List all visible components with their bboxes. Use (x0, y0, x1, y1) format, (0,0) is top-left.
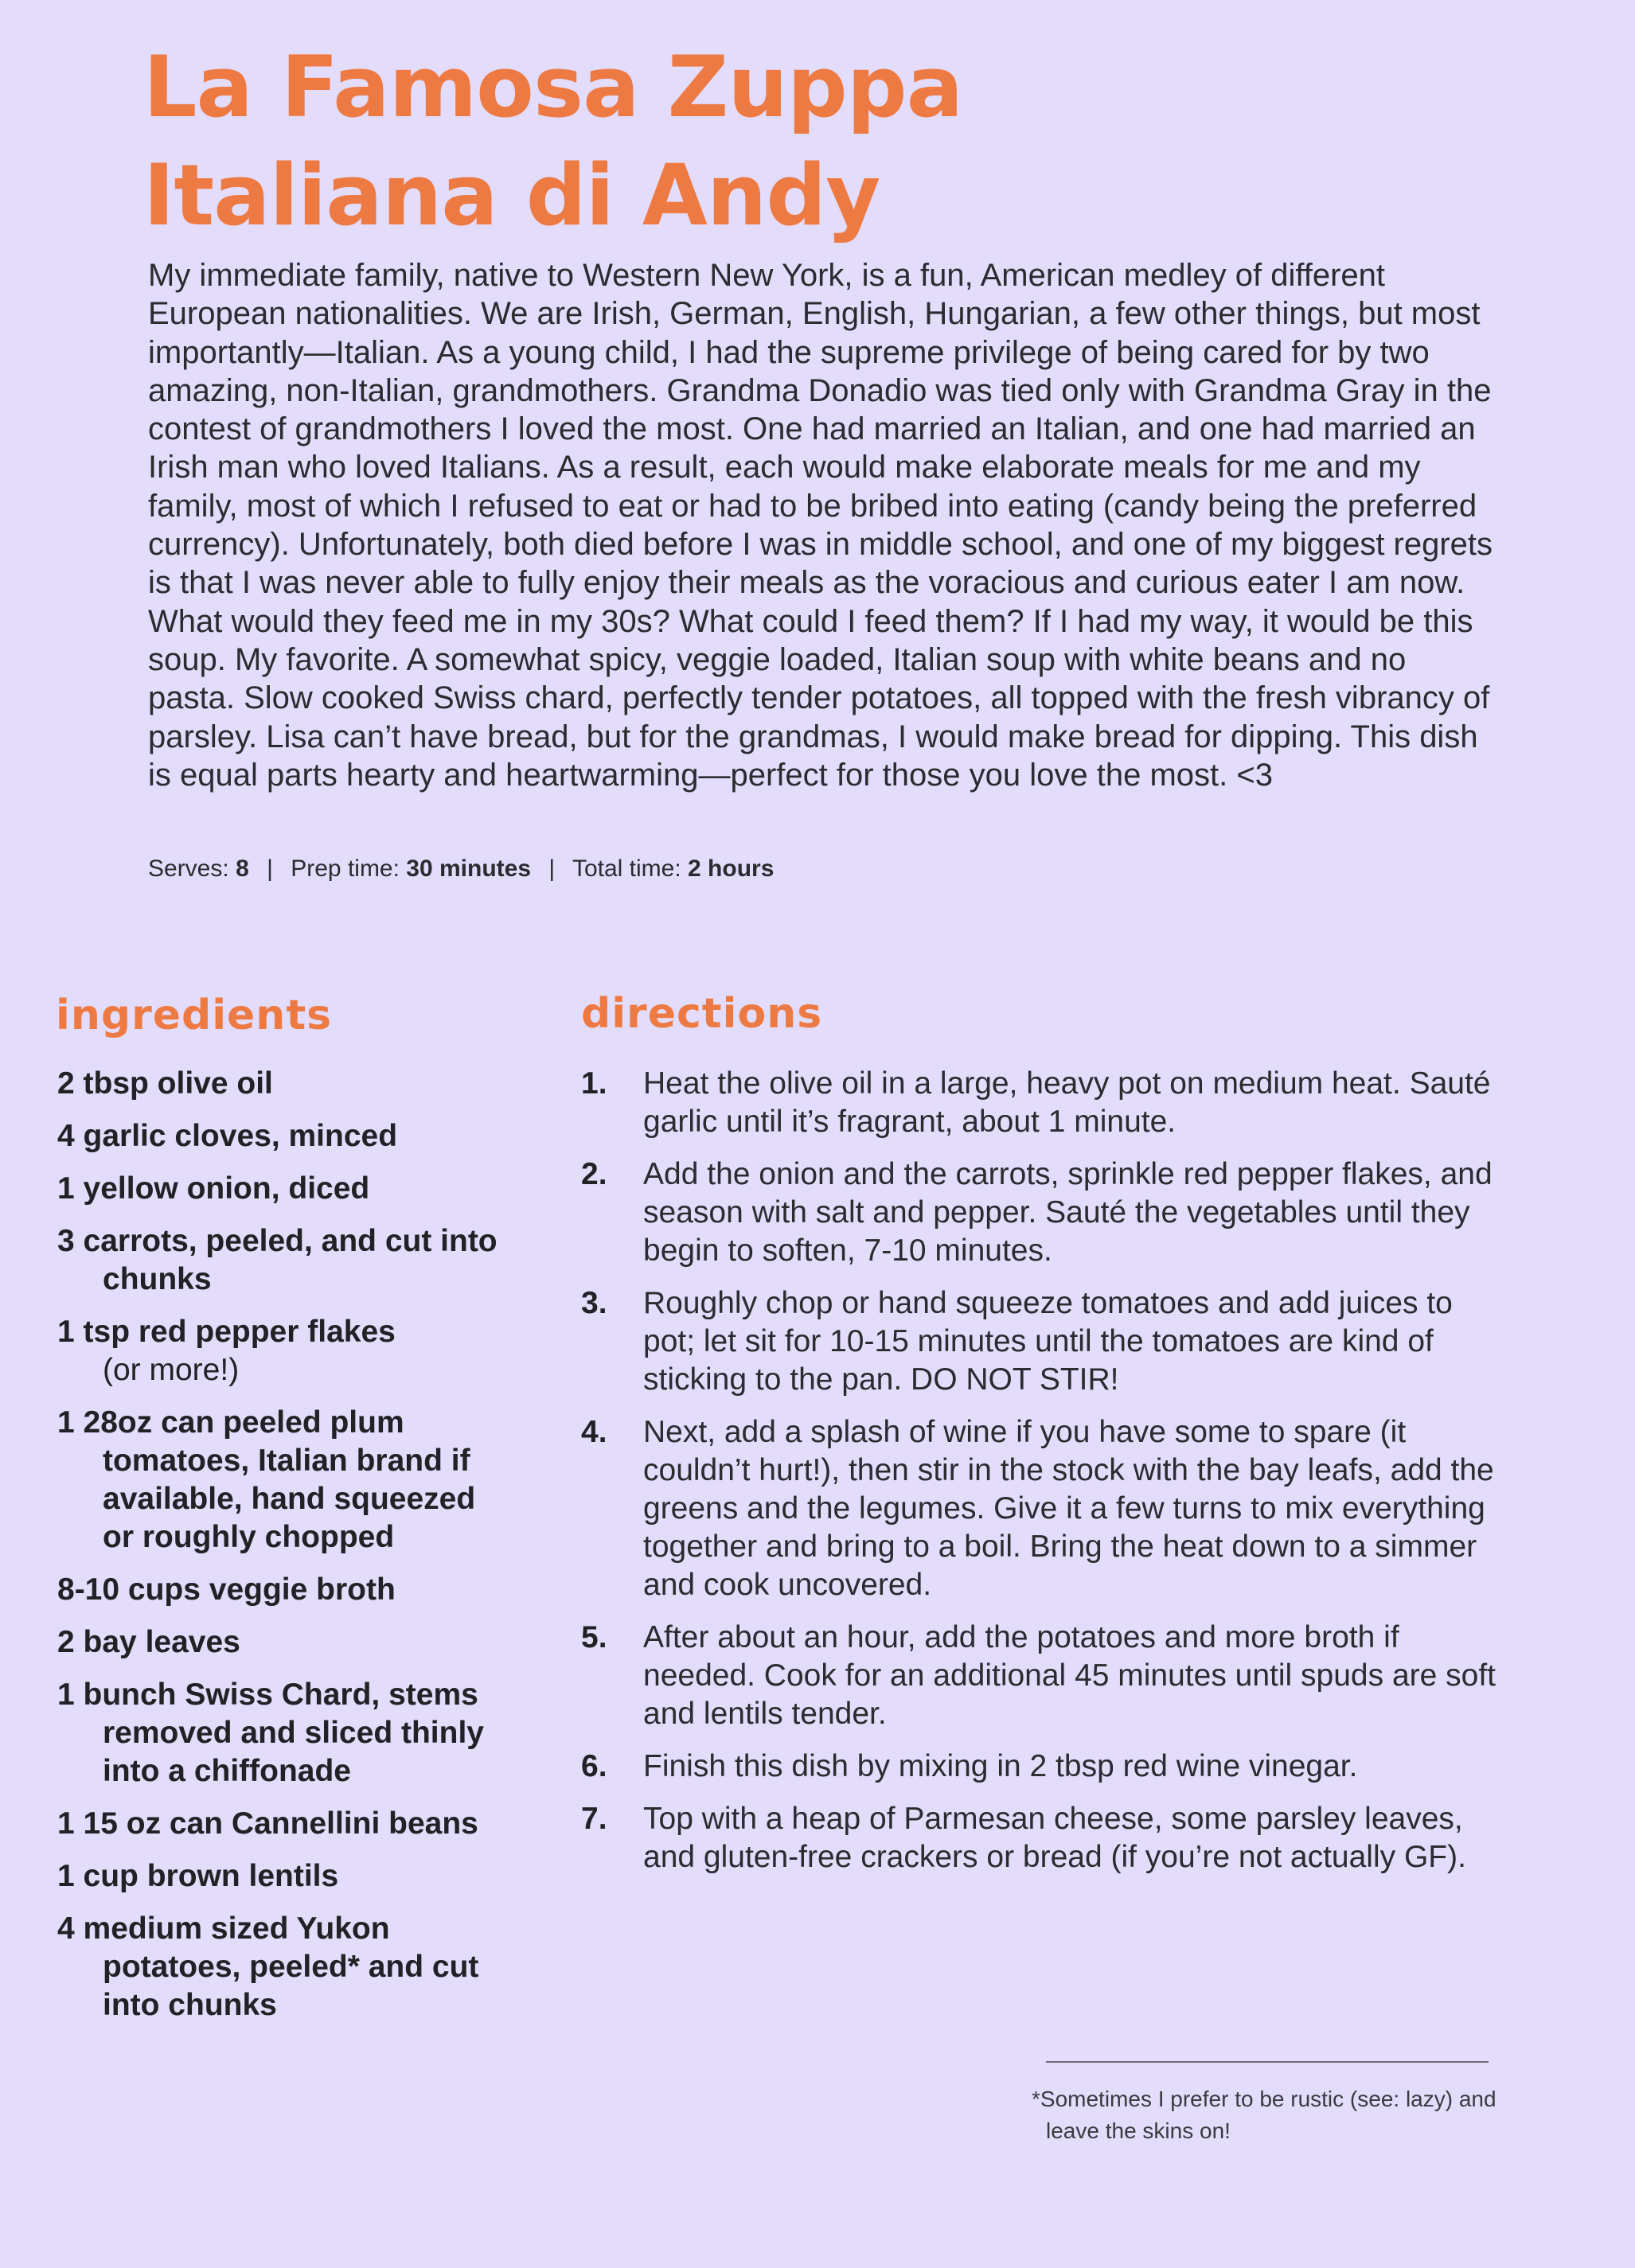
step-number: 7. (581, 1802, 607, 1836)
ingredient-item (57, 1676, 503, 1791)
prep-time-label: Prep time: (291, 855, 400, 882)
total-time-value: 2 hours (688, 855, 775, 882)
meta-separator: | (548, 855, 556, 882)
direction-step (581, 1748, 1504, 1786)
meta-separator: | (267, 855, 273, 882)
step-text: Heat the olive oil in a large, heavy pot on medium heat. Sauté garlic until it’s fragrant, about 1 minute. (643, 1066, 1491, 1139)
title-line-2: Italiana di Andy (143, 146, 880, 244)
serves-value: 8 (236, 855, 249, 882)
ingredient-text: 1 bunch Swiss Chard, stems removed and sliced thinly into a chiffonade (57, 1678, 484, 1788)
ingredient-text: 2 tbsp olive oil (57, 1066, 273, 1101)
title-line-1: La Famosa Zuppa (143, 38, 963, 136)
ingredient-text: 3 carrots, peeled, and cut into chunks (57, 1224, 498, 1296)
ingredient-text: 4 medium sized Yukon potatoes, peeled* and cut into chunks (57, 1911, 479, 2022)
directions-list (581, 1065, 1504, 1891)
ingredient-item (57, 1313, 503, 1389)
step-number: 3. (581, 1286, 607, 1320)
step-text: Roughly chop or hand squeeze tomatoes and add juices to pot; let sit for 10-15 minutes until the tomatoes are kind of sticking to the pan. DO NOT STIR! (643, 1286, 1453, 1397)
step-number: 5. (581, 1620, 607, 1654)
ingredient-text: 2 bay leaves (57, 1625, 240, 1659)
step-number: 4. (581, 1415, 607, 1449)
ingredient-item (57, 1623, 503, 1662)
ingredient-item (57, 1857, 503, 1896)
step-text: Top with a heap of Parmesan cheese, some parsley leaves, and gluten-free crackers or bread (if you’re not actually GF). (643, 1802, 1466, 1874)
ingredient-item (57, 1117, 503, 1155)
ingredient-item (57, 1222, 503, 1299)
ingredient-text: 1 28oz can peeled plum tomatoes, Italian brand if available, hand squeezed or roughly chopped (57, 1405, 476, 1554)
ingredient-text: 1 cup brown lentils (57, 1859, 339, 1893)
ingredient-item (57, 1404, 503, 1557)
direction-step (581, 1413, 1504, 1604)
direction-step (581, 1155, 1504, 1270)
step-number: 2. (581, 1157, 607, 1191)
ingredient-text: 8-10 cups veggie broth (57, 1572, 396, 1607)
step-text: After about an hour, add the potatoes and more broth if needed. Cook for an additional 45 minutes until spuds are soft and lentils tender. (643, 1620, 1496, 1731)
direction-step (581, 1284, 1504, 1399)
ingredient-text: 1 yellow onion, diced (57, 1171, 370, 1206)
footnote-divider (1046, 2061, 1489, 2063)
step-number: 1. (581, 1066, 607, 1101)
direction-step (581, 1065, 1504, 1141)
direction-step (581, 1619, 1504, 1733)
ingredients-list (57, 1065, 503, 2039)
step-text: Finish this dish by mixing in 2 tbsp red wine vinegar. (643, 1749, 1358, 1783)
total-time-label: Total time: (572, 855, 681, 882)
ingredient-item (57, 1065, 503, 1103)
footnote: *Sometimes I prefer to be rustic (see: lazy) and leave the skins on! (1032, 2087, 1496, 2143)
recipe-meta (148, 851, 774, 887)
ingredient-text: 4 garlic cloves, minced (57, 1119, 398, 1153)
ingredient-item (57, 1805, 503, 1843)
direction-step (581, 1800, 1504, 1876)
ingredient-item (57, 1170, 503, 1208)
intro-paragraph: My immediate family, native to Western New York, is a fun, American medley of different European nationalities. We are Irish, German, English, Hungarian, a few other things, but most importantly—Italian. As a young child, I had the supreme privilege of being cared for by two amazing, non-Italian, grandmothers. Grandma Donadio was tied only with Grandma Gray in the contest of grandmothers I loved the most. One had married an Italian, and one had married an Irish man who loved Italians. As a result, each would make elaborate meals for me and my family, most of which I refused to eat or had to be bribed into eating (candy being the preferred currency). Unfortunately, both died before I was in middle school, and one of my biggest regrets is that I was never able to fully enjoy their meals as the voracious and curious eater I am now. What would they feed me in my 30s? What could I feed them? If I had my way, it would be this soup. My favorite. A somewhat spicy, veggie loaded, Italian soup with white beans and no pasta. Slow cooked Swiss chard, perfectly tender potatoes, all topped with the fresh vibrancy of parsley. Lisa can’t have bread, but for the grandmas, I would make bread for dipping. This dish is equal parts hearty and heartwarming—perfect for those you love the most. <3 (148, 258, 1493, 793)
step-text: Next, add a splash of wine if you have some to spare (it couldn’t hurt!), then stir in the stock with the bay leafs, add the greens and the legumes. Give it a few turns to mix everything together and bring to a boil. Bring the heat down to a simmer and cook uncovered. (643, 1415, 1494, 1602)
step-number: 6. (581, 1749, 607, 1783)
ingredient-text: 1 15 oz can Cannellini beans (57, 1806, 478, 1841)
recipe-title (143, 33, 962, 250)
ingredient-text: 1 tsp red pepper flakes (57, 1315, 396, 1349)
ingredient-note: (or more!) (103, 1353, 240, 1387)
serves-label: Serves: (148, 855, 229, 882)
prep-time-value: 30 minutes (406, 855, 532, 882)
ingredient-item (57, 1910, 503, 2024)
ingredients-heading: ingredients (56, 992, 333, 1039)
step-text: Add the onion and the carrots, sprinkle red pepper flakes, and season with salt and pepper. Sauté the vegetables until they begin to soften, 7-10 minutes. (643, 1157, 1493, 1268)
ingredient-item (57, 1571, 503, 1609)
directions-heading: directions (581, 990, 823, 1038)
